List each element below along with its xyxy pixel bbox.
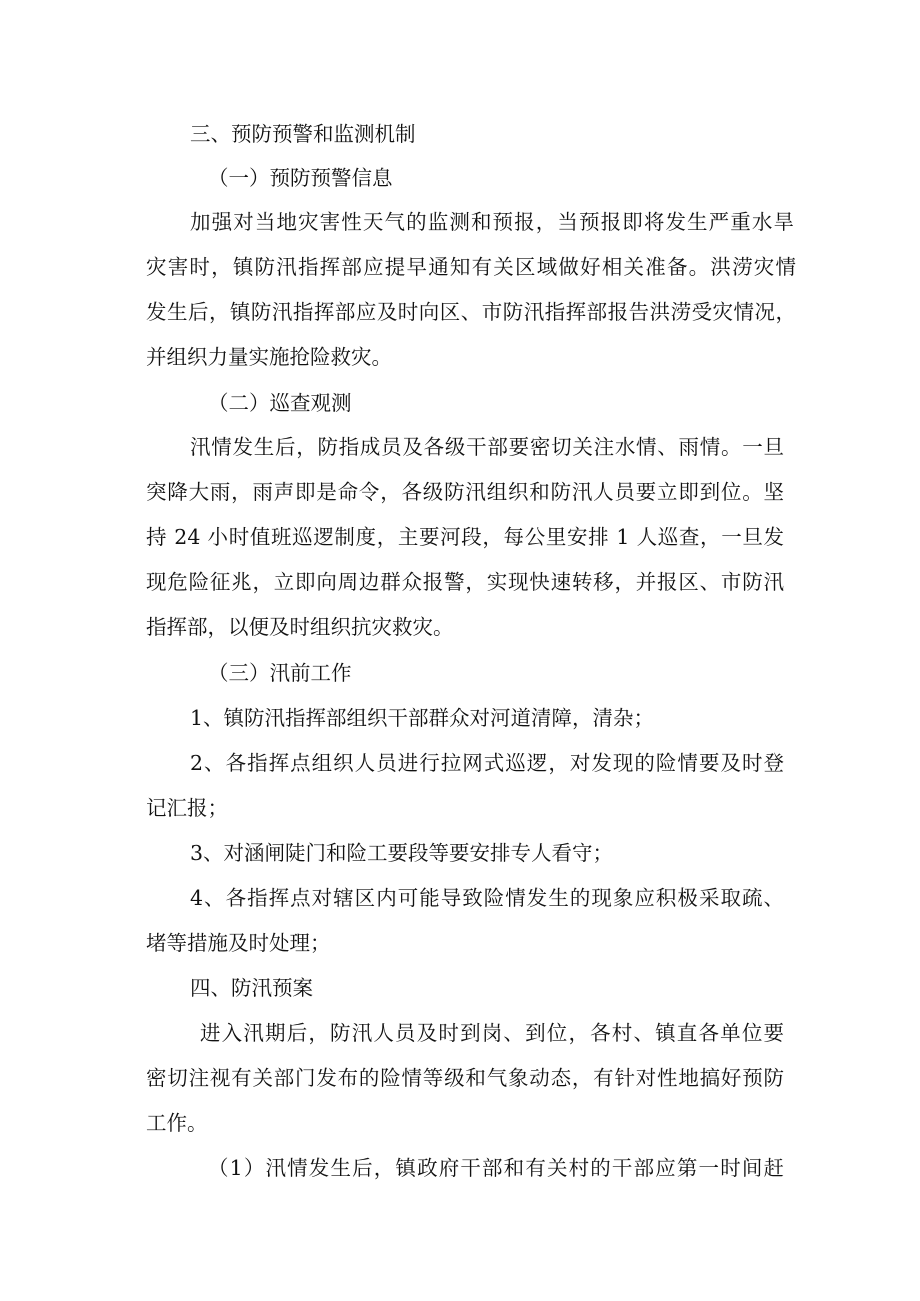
- paragraph-line: 密切注视有关部门发布的险情等级和气象动态，有针对性地搞好预防: [146, 1066, 784, 1090]
- subsection-2-heading: （二）巡查观测: [208, 391, 352, 415]
- subsection-1-heading: （一）预防预警信息: [208, 166, 393, 190]
- list-item-1: 1、镇防汛指挥部组织干部群众对河道清障，清杂；: [190, 706, 655, 730]
- paragraph-line: 持 24 小时值班巡逻制度，主要河段，每公里安排 1 人巡查，一旦发: [146, 525, 784, 549]
- paragraph-line: 进入汛期后，防汛人员及时到岗、到位，各村、镇直各单位要: [200, 1021, 784, 1045]
- paragraph-line: 发生后，镇防汛指挥部应及时向区、市防汛指挥部报告洪涝受灾情况，: [146, 300, 796, 324]
- subsection-3-heading: （三）汛前工作: [208, 661, 352, 685]
- list-item-3: 3、对涵闸陡门和险工要段等要安排专人看守；: [190, 841, 614, 865]
- section-3-heading: 三、预防预警和监测机制: [190, 122, 416, 146]
- paragraph-line: 加强对当地灾害性天气的监测和预报，当预报即将发生严重水旱: [190, 210, 794, 234]
- paragraph-line: 灾害时，镇防汛指挥部应提早通知有关区域做好相关准备。洪涝灾情: [146, 255, 796, 279]
- list-item-2: 2、各指挥点组织人员进行拉网式巡逻，对发现的险情要及时登: [190, 751, 784, 775]
- paragraph-line: 现危险征兆，立即向周边群众报警，实现快速转移，并报区、市防汛: [146, 570, 784, 594]
- paragraph-line: 工作。: [146, 1111, 208, 1135]
- paragraph-line: 突降大雨，雨声即是命令，各级防汛组织和防汛人员要立即到位。坚: [146, 480, 784, 504]
- list-item-4-continued: 堵等措施及时处理；: [146, 931, 331, 955]
- list-item-2-continued: 记汇报；: [146, 796, 228, 820]
- list-item-4: 4、各指挥点对辖区内可能导致险情发生的现象应积极采取疏、: [190, 886, 784, 910]
- section-4-item-1: （1）汛情发生后，镇政府干部和有关村的干部应第一时间赶: [208, 1156, 784, 1180]
- paragraph-line: 汛情发生后，防指成员及各级干部要密切关注水情、雨情。一旦: [190, 435, 784, 459]
- paragraph-line: 并组织力量实施抢险救灾。: [146, 345, 392, 369]
- section-4-heading: 四、防汛预案: [190, 976, 313, 1000]
- paragraph-line: 指挥部，以便及时组织抗灾救灾。: [146, 615, 454, 639]
